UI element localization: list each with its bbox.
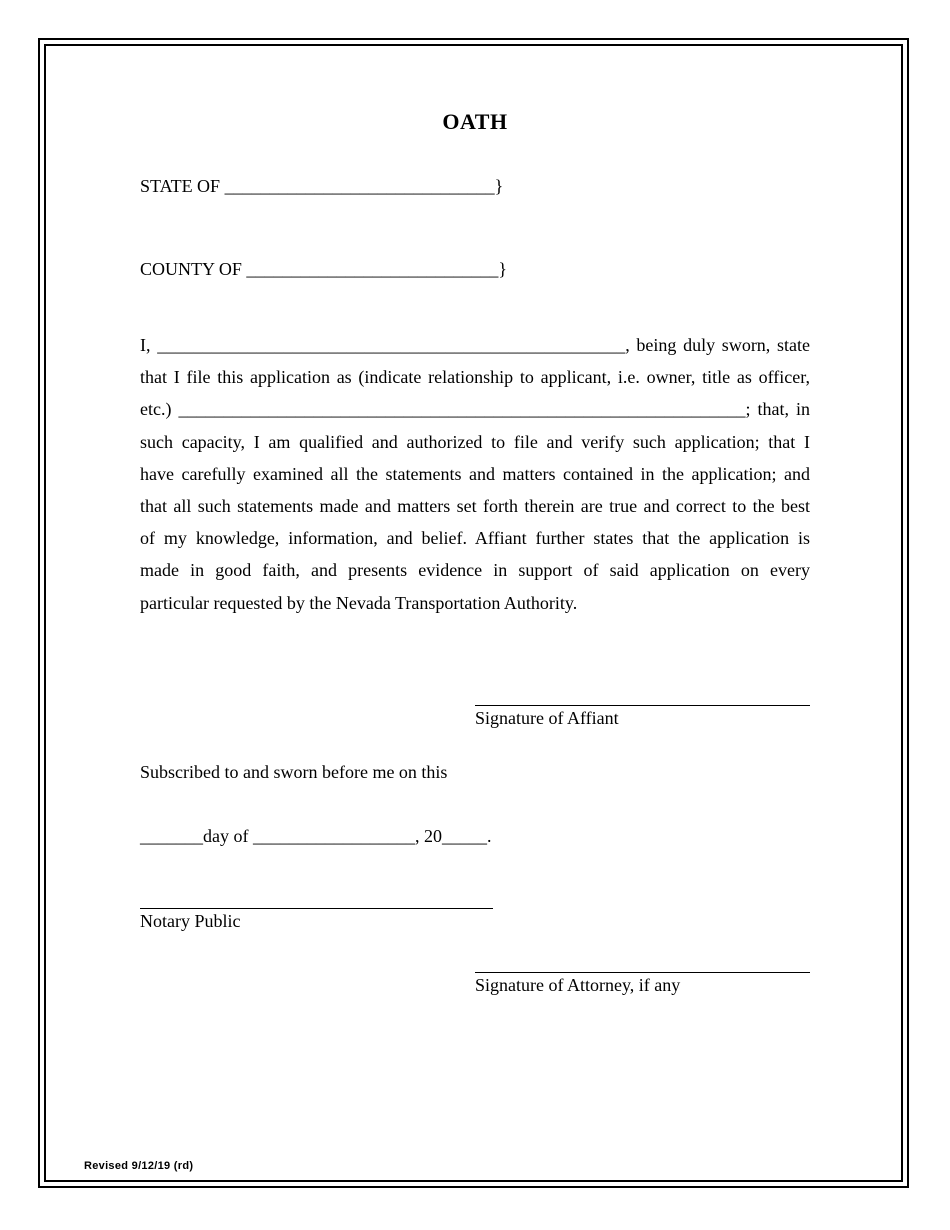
paragraph-line: have carefully examined all the statements and matters contained in the application; and: [140, 463, 810, 484]
revision-footer: Revised 9/12/19 (rd): [84, 1160, 194, 1172]
paragraph-line: that I file this application as (indicate relationship to applicant, i.e. owner, title as officer,: [140, 367, 810, 388]
attorney-signature-line: [475, 972, 810, 973]
paragraph-line: made in good faith, and presents evidence in support of said application on every: [140, 560, 810, 581]
paragraph-line: that all such statements made and matters set forth therein are true and correct to the best: [140, 496, 810, 517]
paragraph-line: etc.) _______________________________________________________________; that, in: [140, 399, 810, 420]
affiant-signature-label: Signature of Affiant: [475, 708, 619, 728]
paragraph-line: particular requested by the Nevada Transportation Authority.: [140, 592, 578, 613]
affiant-signature-line: [475, 705, 810, 706]
paragraph-line: of my knowledge, information, and belief. Affiant further states that the application is: [140, 528, 810, 549]
oath-paragraph: [140, 329, 810, 619]
county-of-field: COUNTY OF ____________________________}: [140, 259, 507, 279]
document-title: OATH: [442, 109, 508, 134]
state-of-field: STATE OF ______________________________}: [140, 176, 504, 196]
attorney-signature-label: Signature of Attorney, if any: [475, 975, 681, 995]
paragraph-line: such capacity, I am qualified and authorized to file and verify such application; that I: [140, 431, 810, 452]
subscribed-text: Subscribed to and sworn before me on this: [140, 762, 448, 782]
notary-public-label: Notary Public: [140, 911, 241, 931]
notary-signature-line: [140, 908, 493, 909]
date-line: _______day of __________________, 20_____.: [140, 826, 492, 846]
paragraph-line: I, ____________________________________________________, being duly sworn, state: [140, 335, 810, 355]
